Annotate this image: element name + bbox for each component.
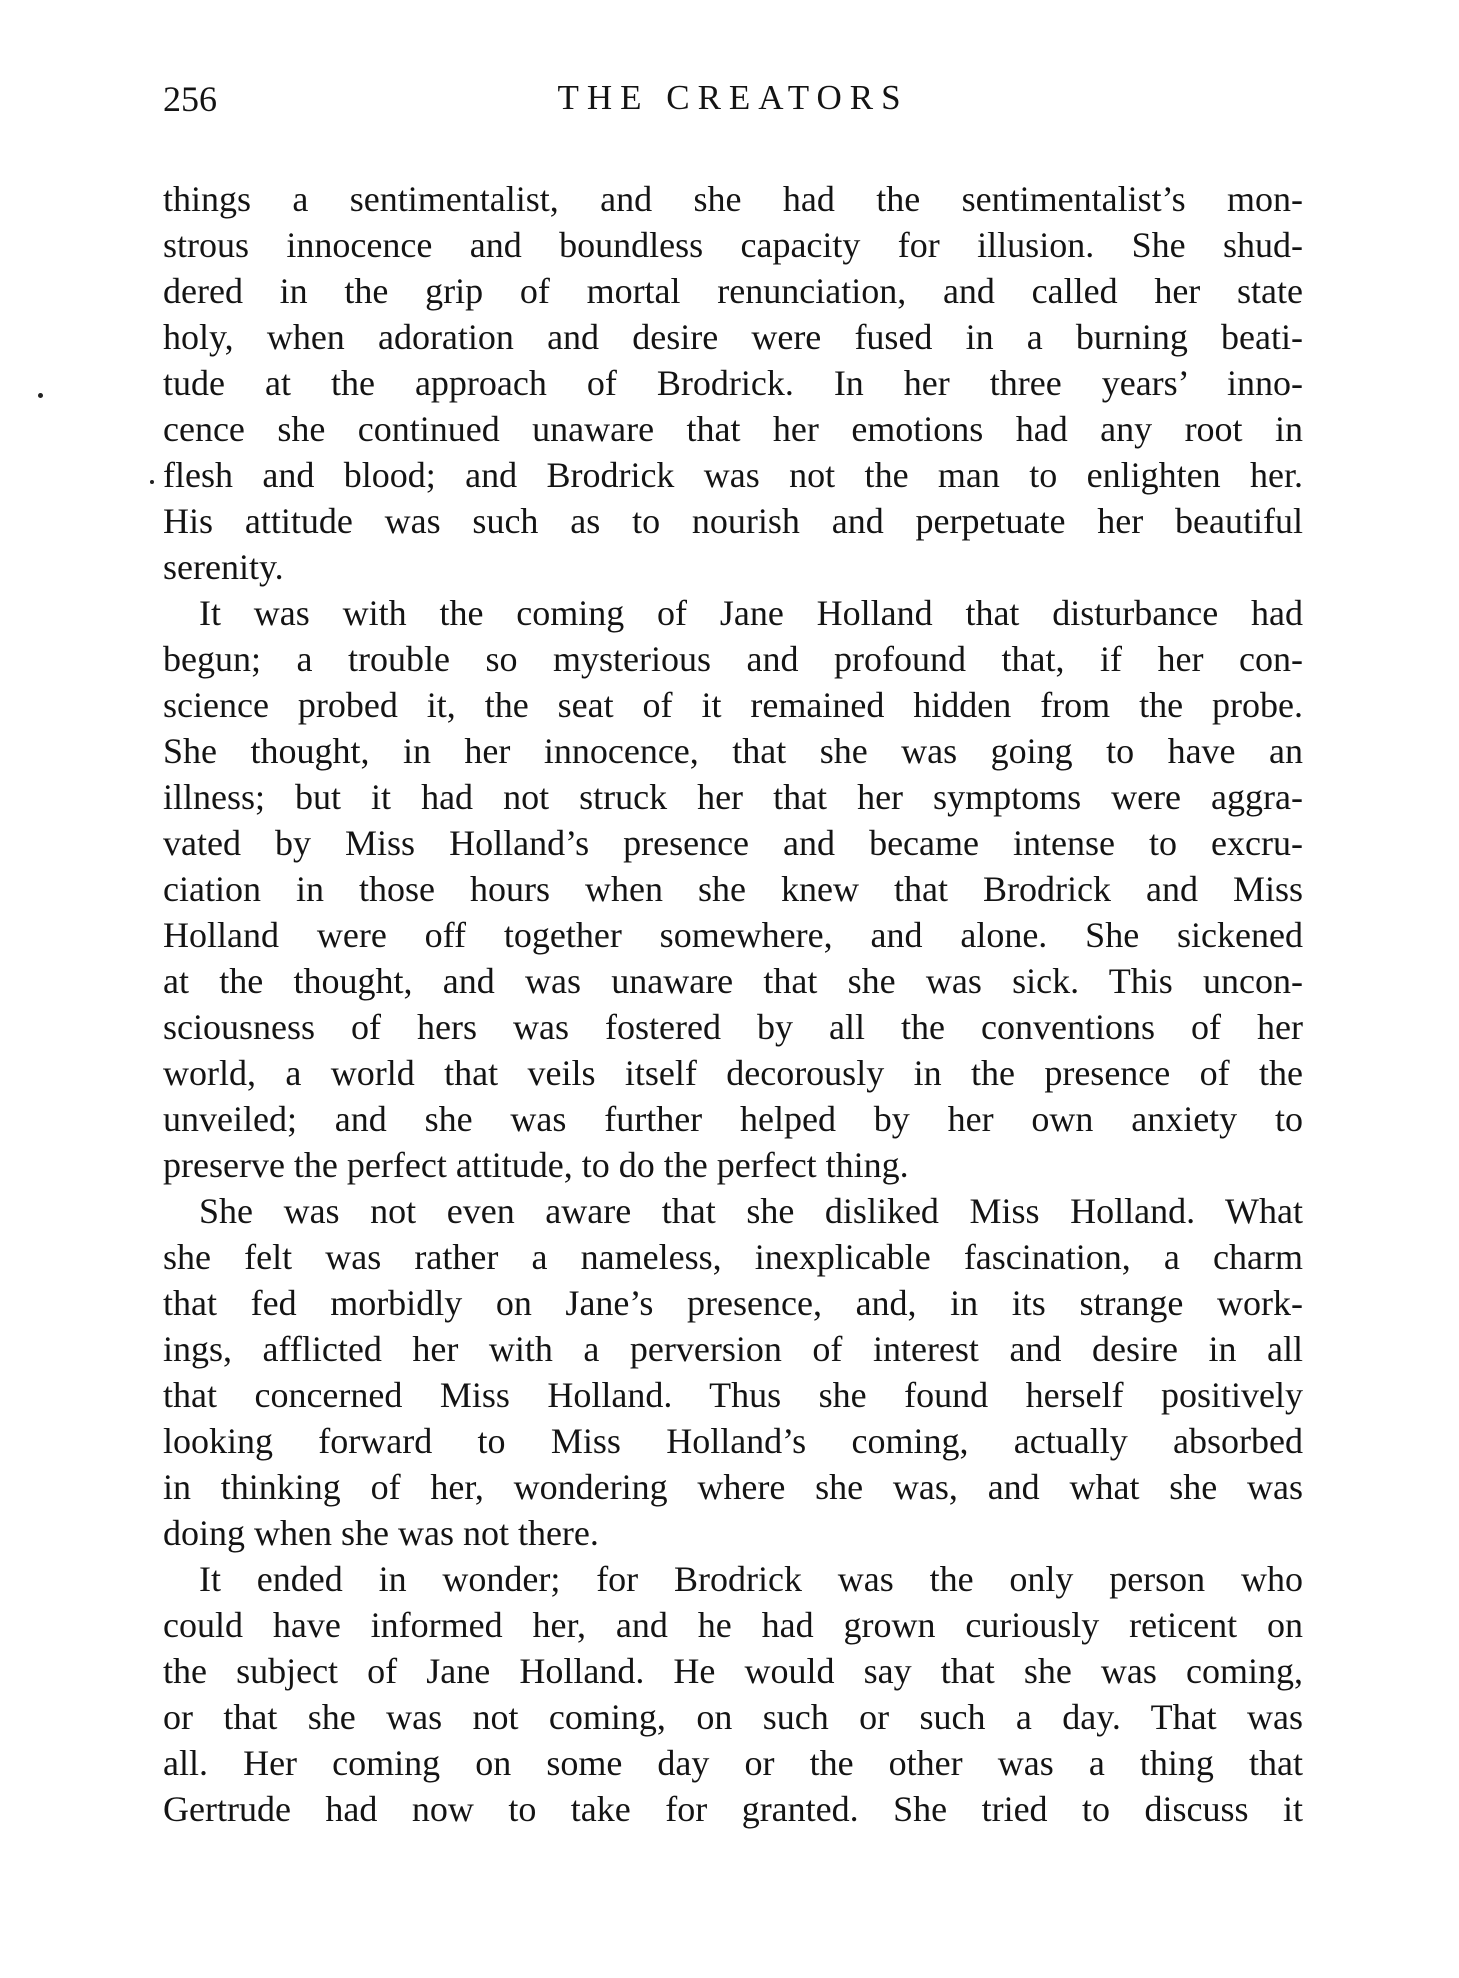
text-line: in thinking of her, wondering where she was, and what she was — [163, 1467, 1303, 1507]
text-line: that concerned Miss Holland. Thus she found herself positively — [163, 1375, 1303, 1415]
text-line: strous innocence and boundless capacity for illusion. She shud- — [163, 225, 1303, 265]
text-line: She thought, in her innocence, that she was going to have an — [163, 731, 1303, 771]
text-line: flesh and blood; and Brodrick was not the man to enlighten her. — [163, 455, 1303, 495]
text-line: ings, afflicted her with a perversion of interest and desire in all — [163, 1329, 1303, 1369]
text-line: It ended in wonder; for Brodrick was the only person who — [199, 1559, 1303, 1599]
print-speck — [38, 393, 43, 398]
text-line: tude at the approach of Brodrick. In her three years’ inno- — [163, 363, 1303, 403]
text-line: that fed morbidly on Jane’s presence, and, in its strange work- — [163, 1283, 1303, 1323]
running-title: THE CREATORS — [557, 78, 909, 117]
text-line: at the thought, and was unaware that she was sick. This uncon- — [163, 961, 1303, 1001]
text-line: cence she continued unaware that her emotions had any root in — [163, 409, 1303, 449]
text-line: She was not even aware that she disliked Miss Holland. What — [199, 1191, 1303, 1231]
text-line: illness; but it had not struck her that her symptoms were aggra- — [163, 777, 1303, 817]
print-speck — [150, 480, 154, 484]
text-line: Gertrude had now to take for granted. She tried to discuss it — [163, 1789, 1303, 1829]
text-line: could have informed her, and he had grown curiously reticent on — [163, 1605, 1303, 1645]
text-line: ciation in those hours when she knew that Brodrick and Miss — [163, 869, 1303, 909]
text-line: doing when she was not there. — [163, 1513, 599, 1553]
text-line: all. Her coming on some day or the other was a thing that — [163, 1743, 1303, 1783]
text-line: or that she was not coming, on such or such a day. That was — [163, 1697, 1303, 1737]
text-line: His attitude was such as to nourish and perpetuate her beautiful — [163, 501, 1303, 541]
text-line: holy, when adoration and desire were fused in a burning beati- — [163, 317, 1303, 357]
text-line: she felt was rather a nameless, inexplicable fascination, a charm — [163, 1237, 1303, 1277]
text-line: serenity. — [163, 547, 284, 587]
text-line: unveiled; and she was further helped by her own anxiety to — [163, 1099, 1303, 1139]
text-line: Holland were off together somewhere, and alone. She sickened — [163, 915, 1303, 955]
text-line: world, a world that veils itself decorously in the presence of the — [163, 1053, 1303, 1093]
page-header — [163, 78, 1303, 128]
text-line: the subject of Jane Holland. He would say that she was coming, — [163, 1651, 1303, 1691]
text-line: things a sentimentalist, and she had the sentimentalist’s mon- — [163, 179, 1303, 219]
text-line: looking forward to Miss Holland’s coming, actually absorbed — [163, 1421, 1303, 1461]
text-line: science probed it, the seat of it remained hidden from the probe. — [163, 685, 1303, 725]
text-line: It was with the coming of Jane Holland that disturbance had — [199, 593, 1303, 633]
text-line: vated by Miss Holland’s presence and became intense to excru- — [163, 823, 1303, 863]
text-line: dered in the grip of mortal renunciation, and called her state — [163, 271, 1303, 311]
page-number: 256 — [163, 79, 217, 119]
text-line: sciousness of hers was fostered by all the conventions of her — [163, 1007, 1303, 1047]
text-line: begun; a trouble so mysterious and profound that, if her con- — [163, 639, 1303, 679]
text-line: preserve the perfect attitude, to do the perfect thing. — [163, 1145, 909, 1185]
